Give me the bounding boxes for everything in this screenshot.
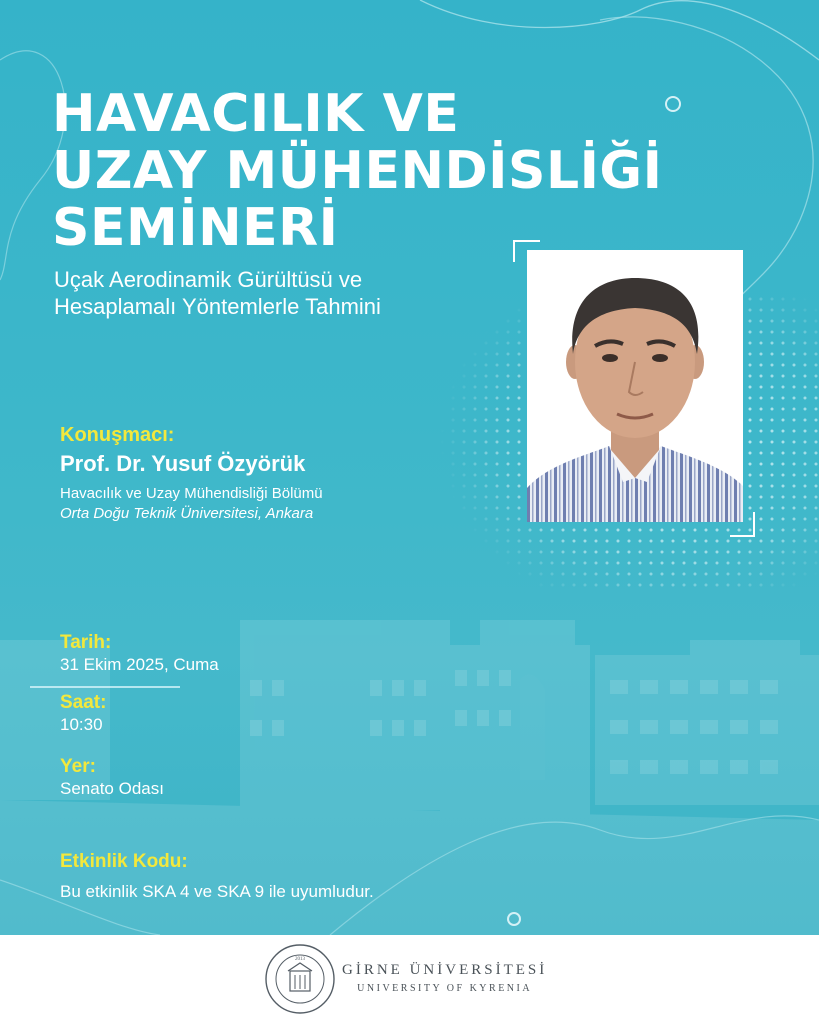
seminar-title — [52, 86, 662, 257]
title-line-2: UZAY MÜHENDİSLİĞİ — [52, 141, 663, 201]
swirl-line-top — [420, 0, 819, 60]
title-line-1: HAVACILIK VE — [52, 84, 460, 144]
place-label: Yer: — [60, 756, 96, 777]
event-code — [60, 851, 374, 903]
speaker-label: Konuşmacı: — [60, 424, 175, 446]
footer-bar — [0, 935, 819, 1024]
university-name-tr: GİRNE ÜNİVERSİTESİ — [342, 962, 548, 978]
event-place — [60, 756, 164, 800]
speaker-photo — [527, 250, 743, 522]
date-value: 31 Ekim 2025, Cuma — [60, 655, 219, 674]
date-label: Tarih: — [60, 632, 112, 653]
event-code-label: Etkinlik Kodu: — [60, 851, 188, 872]
seal-year: 2013 — [295, 957, 305, 962]
event-code-value: Bu etkinlik SKA 4 ve SKA 9 ile uyumludur. — [60, 882, 374, 901]
university-name-en: UNIVERSITY OF KYRENIA — [357, 983, 533, 994]
event-time — [60, 692, 106, 736]
speaker-department: Havacılık ve Uzay Mühendisliği Bölümü — [60, 485, 323, 502]
speaker-name: Prof. Dr. Yusuf Özyörük — [60, 451, 306, 476]
deco-circle-icon — [666, 97, 680, 111]
place-value: Senato Odası — [60, 779, 164, 798]
speaker-university: Orta Doğu Teknik Üniversitesi, Ankara — [60, 505, 314, 522]
university-name — [342, 962, 547, 994]
time-label: Saat: — [60, 692, 107, 713]
event-date — [60, 632, 219, 676]
time-value: 10:30 — [60, 715, 103, 734]
title-line-3: SEMİNERİ — [52, 198, 339, 258]
seminar-subtitle — [54, 266, 381, 320]
speaker-portrait-image — [527, 250, 743, 522]
light-streak — [30, 686, 180, 688]
speaker-info — [60, 424, 323, 522]
subtitle-line-1: Uçak Aerodinamik Gürültüsü ve — [54, 267, 363, 292]
subtitle-line-2: Hesaplamalı Yöntemlerle Tahmini — [54, 294, 381, 319]
university-seal-icon — [264, 943, 336, 1015]
